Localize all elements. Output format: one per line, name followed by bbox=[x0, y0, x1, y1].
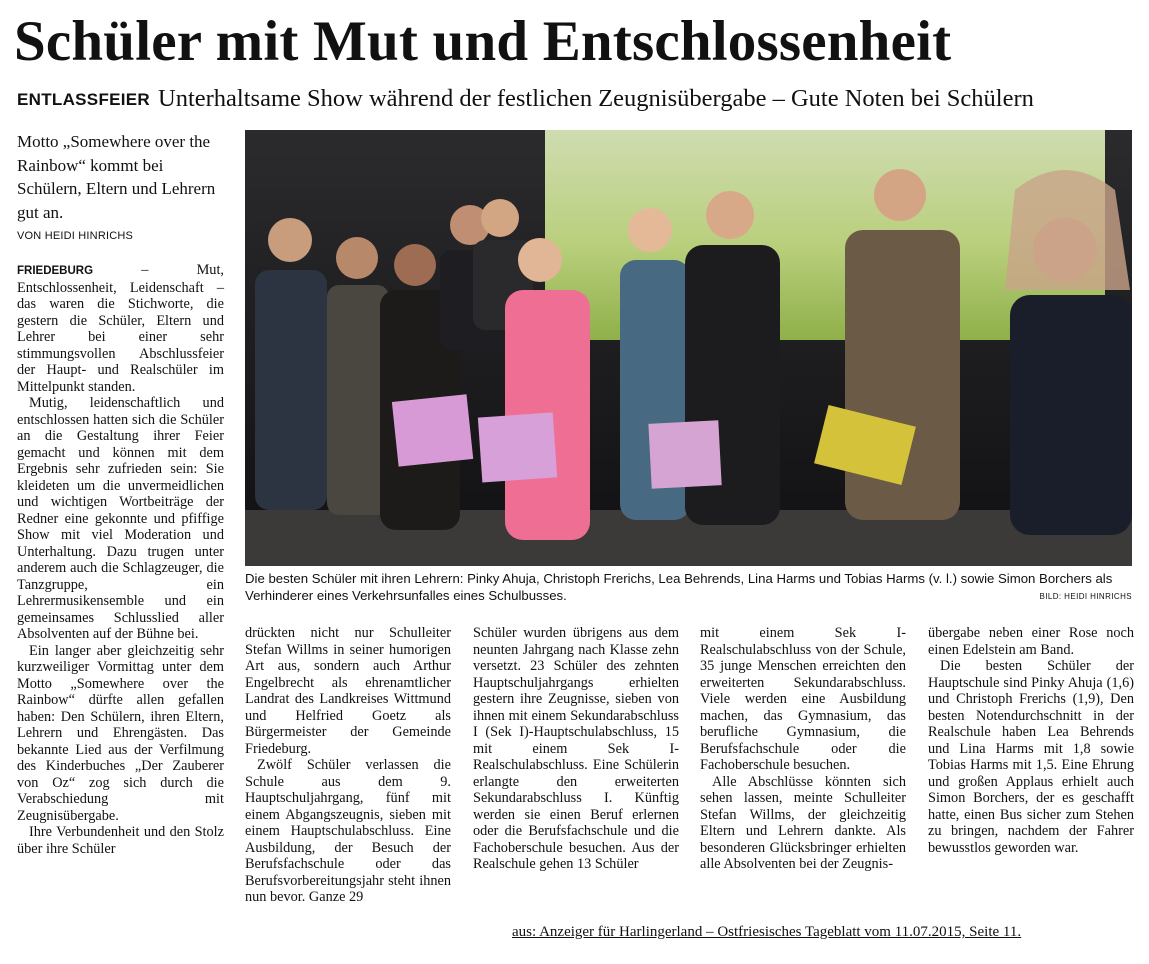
byline: VON HEIDI HINRICHS bbox=[17, 230, 134, 242]
certificate-1 bbox=[392, 394, 473, 466]
paragraph: übergabe neben einer Rose noch einen Edelstein am Band. bbox=[928, 625, 1134, 658]
paragraph bbox=[17, 262, 224, 395]
paragraph: Mutig, leidenschaftlich und entschlossen hatten sich die Schüler an die Gestaltung ihrer Feier gemacht und können mit dem Ergebnis sehr zufrieden sein: Sie kleideten um die unvermeidlichen und wichtigen Wortbeiträge der Redner eine gekonnte und pfiffige Show mit viel Moderation und Unterhaltung. Dazu trugen unter anderem auch die Schlagzeuger, die Tanzgruppe, ein Lehrermusikensemble und ein gemeinsames Schlusslied aller Absolventen auf der Bühne bei. bbox=[17, 395, 224, 642]
certificate-2 bbox=[478, 412, 557, 482]
paragraph: mit einem Sek I-Realschulabschluss von der Schule, 35 junge Menschen erreichten den erweiterten Sekundarabschluss. Viele werden eine Ausbildung machen, das Gymnasium, das berufliche Gymnasium, die Berufsfachschule oder die Fachoberschule besuchen. bbox=[700, 625, 906, 773]
group-photo bbox=[245, 130, 1132, 566]
dateline: FRIEDEBURG bbox=[17, 265, 94, 277]
certificate-3 bbox=[648, 420, 721, 489]
intro-text: Motto „Somewhere over the Rainbow“ kommt bei Schülern, Eltern und Lehrern gut an. bbox=[17, 132, 216, 222]
paragraph: Die besten Schüler der Hauptschule sind Pinky Ahuja (1,6) und Christoph Frerichs (1,9), Den besten Notendurchschnitt in der Realschule haben Lea Behrends und Lina Harms mit 1,8 sowie Tobias Harms mit 1,5. Eine Ehrung und großen Applaus erhielt auch Simon Borchers, der es geschafft hatte, einen Bus sicher zum Stehen zu bringen, nachdem der Fahrer bewusstlos geworden war. bbox=[928, 658, 1134, 856]
photo-illustration bbox=[245, 130, 1132, 566]
paragraph: drückten nicht nur Schulleiter Stefan Willms in seiner humorigen Art aus, sondern auch Arthur Engelbrecht als ehrenamtlicher Landrat des Landkreises Wittmund und Helfried Goetz als Bürgermeister der Gemeinde Friedeburg. bbox=[245, 625, 451, 757]
kicker: ENTLASSFEIER bbox=[17, 90, 151, 109]
article-column-5 bbox=[928, 625, 1134, 856]
paragraph: Zwölf Schüler verlassen die Schule aus dem 9. Hauptschuljahrgang, fünf mit einem Abgangszeugnis, sieben mit einem Hauptschulabschluss. Eine Ausbildung, der Besuch der Berufsfachschule oder das Berufsvorbereitungsjahr steht ihnen nun bevor. Ganze 29 bbox=[245, 757, 451, 905]
paragraph-text: – Mut, Entschlossenheit, Leidenschaft – das waren die Stichworte, die gestern die Schüler, Eltern und Lehrer bei einer sehr stimmungsvollen Abschlussfeier der Haupt- und Realschüler im Mittelpunkt standen. bbox=[17, 262, 224, 395]
subheadline: Unterhaltsame Show während der festlichen Zeugnisübergabe – Gute Noten bei Schülern bbox=[158, 85, 1034, 112]
headline: Schüler mit Mut und Entschlossenheit bbox=[14, 10, 952, 73]
article-column-2 bbox=[245, 625, 451, 906]
paragraph: Ein langer aber gleichzeitig sehr kurzweiliger Vormittag unter dem Motto „Somewhere over the Rainbow“ dürfte allen gefallen haben: Den Schülern, ihren Eltern, Lehrern und Ehrengästen. Das bekannte Lied aus der Verfilmung des Kinderbuches „Der Zauberer von Oz“ zog sich durch die Verabschiedung mit Zeugnisübergabe. bbox=[17, 642, 224, 824]
article-column-3 bbox=[473, 625, 679, 873]
paragraph: Alle Abschlüsse könnten sich sehen lassen, meinte Schulleiter Stefan Willms, der gleichzeitig Eltern und Lehrern dankte. Als besonderen Glücksbringer erhielten alle Absolventen bei der Zeugnis- bbox=[700, 773, 906, 872]
paragraph: Schüler wurden übrigens aus dem neunten Jahrgang nach Klasse zehn versetzt. 23 Schüler des zehnten Hauptschuljahrgangs erhielten gestern ihre Zeugnisse, sieben von ihnen mit einem Sekundarabschluss I (Sek I)-Hauptschulabschluss, 15 mit einem Sek I-Realschulabschluss. Eine Schülerin erlangte den erweiterten Sekundarabschluss I. Künftig werden sie einen Beruf erlernen oder die Berufsfachschule und die Fachoberschule besuchen. Aus der Realschule gehen 13 Schüler bbox=[473, 625, 679, 872]
subheadline-row bbox=[17, 84, 1142, 115]
paragraph: Ihre Verbundenheit und den Stolz über ihre Schüler bbox=[17, 824, 224, 857]
photo-caption: Die besten Schüler mit ihren Lehrern: Pinky Ahuja, Christoph Frerichs, Lea Behrends, Lina Harms und Tobias Harms (v. l.) sowie Simon Borchers als Verhinderer eines Verkehrsunfalles eines Schulbusses. bbox=[245, 571, 1113, 603]
article-column-4 bbox=[700, 625, 906, 873]
photo-credit: BILD: HEIDI HINRICHS bbox=[1039, 592, 1132, 601]
source-citation: aus: Anzeiger für Harlingerland – Ostfriesisches Tageblatt vom 11.07.2015, Seite 11. bbox=[512, 924, 1022, 940]
person-teacher-right bbox=[1005, 170, 1132, 535]
article-column-1 bbox=[17, 262, 224, 857]
